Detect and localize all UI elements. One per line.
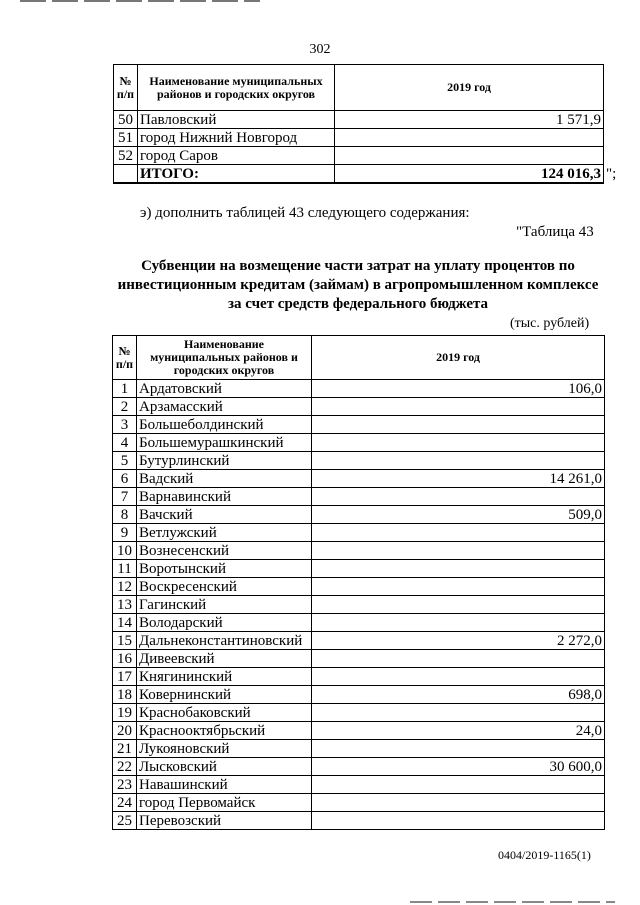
table-row: [113, 560, 605, 578]
row-value: [312, 740, 605, 758]
row-number: 23: [113, 776, 137, 794]
row-number: 3: [113, 416, 137, 434]
scan-top-line: [20, 0, 260, 2]
table-row: [113, 488, 605, 506]
table-row: [113, 416, 605, 434]
header-year: 2019 год: [312, 336, 605, 380]
row-value: [312, 794, 605, 812]
row-name: Краснобаковский: [137, 704, 312, 722]
row-value: 106,0: [312, 380, 605, 398]
row-name: город Первомайск: [137, 794, 312, 812]
row-value: 24,0: [312, 722, 605, 740]
table-continued: [113, 64, 604, 184]
row-value: 14 261,0: [312, 470, 605, 488]
table-row: [113, 524, 605, 542]
row-number: 7: [113, 488, 137, 506]
row-number: 24: [113, 794, 137, 812]
table-row: [113, 434, 605, 452]
table-row: [113, 470, 605, 488]
row-number: 2: [113, 398, 137, 416]
table-title: Субвенции на возмещение части затрат на уплату процентов по инвестиционным кредитам (займам) в агропромышленном комплексе за счет средств федерального бюджета: [117, 258, 599, 312]
header-number: № п/п: [114, 65, 138, 111]
table-row: [113, 506, 605, 524]
row-number: 51: [114, 129, 138, 147]
row-name: Лукояновский: [137, 740, 312, 758]
row-number: 25: [113, 812, 137, 830]
row-number: 6: [113, 470, 137, 488]
row-value: [312, 398, 605, 416]
row-number: 18: [113, 686, 137, 704]
row-name: Дивеевский: [137, 650, 312, 668]
row-number: 11: [113, 560, 137, 578]
table-row: [113, 668, 605, 686]
table-43-body: [113, 380, 605, 830]
row-value: [312, 776, 605, 794]
table-row: [114, 111, 604, 129]
row-name: Ковернинский: [137, 686, 312, 704]
row-name: Дальнеконстантиновский: [137, 632, 312, 650]
table-row: [113, 758, 605, 776]
row-number: [114, 165, 138, 184]
row-number: 21: [113, 740, 137, 758]
row-value: [335, 129, 604, 147]
row-name: Ветлужский: [137, 524, 312, 542]
row-number: 12: [113, 578, 137, 596]
row-name: Арзамасский: [137, 398, 312, 416]
row-number: 13: [113, 596, 137, 614]
row-number: 20: [113, 722, 137, 740]
row-name: Большеболдинский: [137, 416, 312, 434]
row-number: 10: [113, 542, 137, 560]
table-row: [113, 686, 605, 704]
table-row: [113, 542, 605, 560]
table-row: [113, 452, 605, 470]
row-value: [312, 578, 605, 596]
header-name: Наименование муниципальных районов и городских округов: [138, 65, 335, 111]
table-row: [114, 147, 604, 165]
table-row: [113, 704, 605, 722]
table-row: [114, 129, 604, 147]
closing-quote: ";: [606, 166, 617, 182]
table-43: [112, 335, 605, 830]
row-value: 2 272,0: [312, 632, 605, 650]
table-row: [113, 614, 605, 632]
row-name: Гагинский: [137, 596, 312, 614]
amendment-paragraph: э) дополнить таблицей 43 следующего содержания:: [140, 205, 470, 221]
row-name: Лысковский: [137, 758, 312, 776]
header-name: Наименование муниципальных районов и городских округов: [137, 336, 312, 380]
row-value: [312, 524, 605, 542]
row-value: [312, 704, 605, 722]
row-name: Вознесенский: [137, 542, 312, 560]
row-name: город Саров: [138, 147, 335, 165]
row-number: 52: [114, 147, 138, 165]
row-value: [312, 596, 605, 614]
row-value: 509,0: [312, 506, 605, 524]
table-row: [113, 650, 605, 668]
row-value: 698,0: [312, 686, 605, 704]
row-number: 50: [114, 111, 138, 129]
row-name: Воскресенский: [137, 578, 312, 596]
table-continued-body: [114, 111, 604, 184]
row-name: Ардатовский: [137, 380, 312, 398]
row-name: Володарский: [137, 614, 312, 632]
row-number: 15: [113, 632, 137, 650]
unit-label: (тыс. рублей): [510, 316, 590, 331]
table-row: [113, 398, 605, 416]
row-name: Большемурашкинский: [137, 434, 312, 452]
row-name: Варнавинский: [137, 488, 312, 506]
page-number: 302: [309, 42, 331, 57]
scan-bottom-line: [410, 901, 615, 903]
row-value: [312, 434, 605, 452]
row-number: 8: [113, 506, 137, 524]
table-row: [113, 632, 605, 650]
document-code: 0404/2019-1165(1): [498, 848, 591, 862]
row-number: 19: [113, 704, 137, 722]
table-row: [113, 776, 605, 794]
row-value: [312, 488, 605, 506]
row-name: Княгининский: [137, 668, 312, 686]
row-number: 17: [113, 668, 137, 686]
row-value: 1 571,9: [335, 111, 604, 129]
row-number: 1: [113, 380, 137, 398]
row-name: Перевозский: [137, 812, 312, 830]
row-number: 5: [113, 452, 137, 470]
row-value: [312, 560, 605, 578]
table-row: [113, 380, 605, 398]
table-row: [113, 812, 605, 830]
row-value: [312, 668, 605, 686]
row-name: Вачский: [137, 506, 312, 524]
row-value: [312, 452, 605, 470]
row-number: 22: [113, 758, 137, 776]
row-value: 30 600,0: [312, 758, 605, 776]
table-row: [113, 578, 605, 596]
table-row: [113, 596, 605, 614]
row-number: 4: [113, 434, 137, 452]
row-name: Воротынский: [137, 560, 312, 578]
row-number: 14: [113, 614, 137, 632]
row-name: Краснооктябрьский: [137, 722, 312, 740]
row-value: [335, 147, 604, 165]
row-name: ИТОГО:: [138, 165, 335, 184]
row-name: Павловский: [138, 111, 335, 129]
row-name: Навашинский: [137, 776, 312, 794]
table-row: [114, 165, 604, 184]
row-number: 16: [113, 650, 137, 668]
row-value: [312, 416, 605, 434]
row-name: город Нижний Новгород: [138, 129, 335, 147]
row-value: [312, 614, 605, 632]
table-number: "Таблица 43: [516, 224, 594, 240]
header-year: 2019 год: [335, 65, 604, 111]
row-name: Бутурлинский: [137, 452, 312, 470]
row-name: Вадский: [137, 470, 312, 488]
table-row: [113, 722, 605, 740]
row-value: 124 016,3: [335, 165, 604, 184]
header-number: № п/п: [113, 336, 137, 380]
row-value: [312, 542, 605, 560]
table-row: [113, 794, 605, 812]
row-value: [312, 812, 605, 830]
table-row: [113, 740, 605, 758]
row-value: [312, 650, 605, 668]
row-number: 9: [113, 524, 137, 542]
